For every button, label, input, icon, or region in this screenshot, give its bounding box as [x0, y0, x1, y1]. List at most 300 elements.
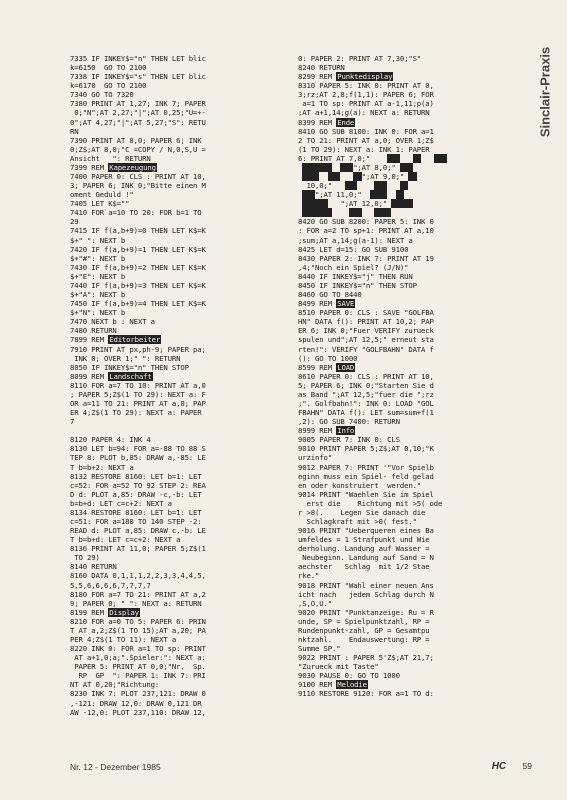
graphic-block	[408, 172, 417, 181]
code-line	[70, 708, 294, 717]
code-text: T AT a,2;Z$(1 TO 15);AT a,20; PA	[70, 625, 206, 635]
code-line	[298, 326, 522, 335]
code-line	[70, 526, 294, 535]
code-text: 7380 PRINT AT 1,27; INK 7; PAPER	[70, 99, 206, 109]
code-line	[298, 154, 522, 163]
code-line	[70, 63, 294, 72]
code-text	[400, 154, 413, 163]
code-text: 8050 IF INKEY$="n" THEN STOP	[70, 362, 189, 372]
code-line	[70, 590, 294, 599]
graphic-block	[374, 208, 391, 217]
code-text: rke."	[298, 571, 320, 581]
footer-right	[492, 761, 532, 772]
code-line	[70, 335, 294, 344]
code-text: 8220 INK 0: FOR a=1 TO sp: PRINT	[70, 644, 206, 654]
code-text: 8499 REM	[298, 299, 337, 309]
code-line	[298, 63, 522, 72]
code-text: spulen und";AT 12,5;" erneut sta	[298, 335, 434, 345]
code-line	[298, 544, 522, 553]
code-text: 8230 INK 7: PLOT 237,121: DRAW 0	[70, 689, 206, 699]
code-text: Schlagkraft mit >0( fest."	[298, 516, 417, 526]
code-line	[70, 453, 294, 462]
code-text: ";AT 11,0;"	[314, 190, 371, 200]
code-line	[298, 381, 522, 390]
code-text: eginn muss ein Spiel- feld gelad	[298, 471, 434, 481]
code-text: 7399 REM	[70, 162, 109, 172]
code-line	[70, 81, 294, 90]
code-line	[70, 617, 294, 626]
code-text: 7335 IF INKEY$="n" THEN LET blic	[70, 54, 206, 63]
listing-column-right	[298, 54, 522, 699]
code-line	[298, 99, 522, 108]
code-line	[70, 272, 294, 281]
code-text: Summe SP."	[298, 644, 341, 654]
code-text: 7430 IF f(a,b+9)=2 THEN LET K$=K	[70, 262, 206, 272]
code-text: (1 TO 29): NEXT a: INK 1: PAPER	[298, 144, 430, 154]
code-text: b=b+d: LET c=c+2: NEXT a	[70, 498, 172, 508]
code-text: 7410 FOR a=10 TO 20: FOR b=1 TO	[70, 208, 202, 218]
code-line	[70, 562, 294, 571]
code-text: ";AT 9,0;"	[361, 172, 409, 182]
code-line	[298, 562, 522, 571]
issue-label: Nr. 12 - Dezember 1985	[70, 762, 161, 772]
code-line	[298, 118, 522, 127]
code-line	[70, 508, 294, 517]
code-text: 0: PAPER 2: PRINT AT 7,30;"S"	[298, 54, 422, 63]
code-text: 9022 PRINT : PAPER 5'Z$;AT 21,7;	[298, 653, 434, 663]
code-line	[70, 417, 294, 426]
code-text: $+"A": NEXT b	[70, 290, 126, 300]
graphic-block	[370, 190, 387, 199]
code-line	[298, 163, 522, 172]
code-text: 0;"N";AT 2,27;"|";AT 0,25;"U=+-	[70, 108, 206, 118]
graphic-block	[374, 181, 387, 190]
code-line	[298, 517, 522, 526]
graphic-block	[434, 154, 447, 163]
code-line	[298, 689, 522, 698]
code-text	[357, 181, 374, 190]
code-line	[298, 226, 522, 235]
code-line	[298, 590, 522, 599]
code-line	[298, 599, 522, 608]
code-text: 0;Z$;AT 8,0;"C =COPY / N,0,S,U =	[70, 144, 206, 154]
graphic-block	[302, 190, 315, 199]
code-line	[70, 699, 294, 708]
code-text: : FOR a=2 TO sp+1: PRINT AT a,10	[298, 226, 434, 236]
code-text: 8140 RETURN	[70, 562, 117, 572]
code-line	[298, 526, 522, 535]
code-text: 7899 REM	[70, 335, 109, 345]
code-line	[298, 354, 522, 363]
code-line	[70, 608, 294, 617]
code-text: oment Geduld !"	[70, 190, 134, 200]
code-text: ";AT 12,0;"	[327, 199, 392, 209]
code-line	[70, 208, 294, 217]
code-text: 7338 IF INKEY$="s" THEN LET blic	[70, 72, 206, 82]
graphic-block	[413, 154, 422, 163]
code-line	[70, 662, 294, 671]
code-line	[298, 463, 522, 472]
code-text: Rundenpunkt-zahl, GP = Gesamtpu	[298, 625, 430, 635]
code-line	[298, 290, 522, 299]
code-text	[421, 154, 434, 163]
code-line	[298, 444, 522, 453]
code-line	[298, 399, 522, 408]
graphic-block	[396, 190, 405, 199]
code-line	[298, 272, 522, 281]
code-text: nktzahl. Endauswertung: RP =	[298, 635, 430, 644]
code-text: erst die Richtung mit >5( ode	[298, 498, 443, 508]
graphic-block	[340, 163, 353, 172]
code-text: ,-121: DRAW 12,0: DRAW 0,121 DR	[70, 698, 202, 708]
code-text: 8425 LET d=15: GO SUB 9100	[298, 244, 409, 254]
code-text	[332, 208, 349, 217]
graphic-block	[328, 172, 341, 181]
code-line	[298, 499, 522, 508]
code-line	[70, 181, 294, 190]
code-line	[70, 326, 294, 335]
code-line	[70, 481, 294, 490]
code-line	[298, 254, 522, 263]
code-text: TO 29)	[70, 553, 100, 563]
code-text: OR a=11 TO 21: PRINT AT a,0; PAP	[70, 398, 206, 408]
code-text: 8210 FOR a=0 TO 5: PAPER 6: PRIN	[70, 616, 206, 626]
code-text: 8134 RESTORE 8160: LET b=1: LET	[70, 507, 202, 517]
code-text: 7420 IF f(a,b+9)=1 THEN LET K$=K	[70, 244, 206, 254]
code-text: icht nach jedem Schlag durch N	[298, 589, 434, 599]
code-text: 9018 PRINT "Wahl einer neuen Ans	[298, 580, 434, 590]
section-tab-label: Sinclair-Praxis	[537, 46, 553, 138]
code-line	[70, 680, 294, 689]
code-text: 7340 GO TO 7320	[70, 90, 134, 100]
code-text: 8999 REM	[298, 426, 337, 436]
code-line	[70, 390, 294, 399]
code-line	[70, 426, 294, 435]
code-text: 8460 GO TO 8440	[298, 290, 362, 300]
code-line	[70, 689, 294, 698]
code-text: c=52: FOR a=52 TO 92 STEP 2: REA	[70, 480, 206, 490]
code-line	[70, 463, 294, 472]
code-text: ,4;"Noch ein Spiel? (J/N)"	[298, 262, 409, 272]
code-text: NT AT 0,20;"Richtung:	[70, 680, 160, 690]
code-line	[298, 608, 522, 617]
code-text: AT a+1,0;a;".Spieler:": NEXT a:	[70, 653, 206, 663]
code-line	[298, 453, 522, 462]
code-line	[298, 217, 522, 226]
code-line	[298, 127, 522, 136]
code-line	[298, 408, 522, 417]
code-text: 7390 PRINT AT 8,0; PAPER 6; INK	[70, 135, 202, 145]
code-line	[298, 617, 522, 626]
page-footer	[70, 761, 532, 775]
code-line	[70, 372, 294, 381]
code-text	[340, 172, 353, 181]
code-text: Neubeginn. Landung auf Sand = N	[298, 553, 434, 563]
code-text: 7	[70, 417, 75, 427]
code-line	[298, 72, 522, 81]
code-line	[70, 118, 294, 127]
code-text	[387, 190, 396, 199]
code-line	[298, 662, 522, 671]
code-text: 9005 PAPER 7: INK 0: CLS	[298, 435, 400, 445]
code-text: 8599 REM	[298, 362, 337, 372]
code-text: ER 4;Z$(1 TO 29): NEXT a: PAPER	[70, 408, 202, 418]
rem-label: LOAD	[337, 362, 355, 372]
code-line	[298, 136, 522, 145]
graphic-block	[400, 181, 409, 190]
code-text: urzinfo"	[298, 453, 332, 463]
code-text: 7470 NEXT b : NEXT a	[70, 317, 155, 327]
code-line	[298, 363, 522, 372]
listing-column-left	[70, 54, 294, 717]
code-line	[70, 308, 294, 317]
code-line	[298, 571, 522, 580]
code-text: HN" DATA f(): PRINT AT 10,2; PAP	[298, 317, 434, 327]
code-line	[298, 481, 522, 490]
code-text: 3;rz;AT 2,8;f(1,1): PAPER 6; FOR	[298, 90, 434, 100]
code-text: T b=b+d: LET c=c+2: NEXT a	[70, 535, 181, 545]
code-line	[70, 136, 294, 145]
code-text: ;sum;AT a,14;g(a-1): NEXT a	[298, 235, 413, 245]
code-line	[70, 245, 294, 254]
code-line	[298, 90, 522, 99]
code-text: 29	[70, 217, 79, 227]
code-text: 9010 PRINT PAPER 5;Z$;AT 0,10;"K	[298, 444, 434, 454]
code-line	[70, 381, 294, 390]
code-text: ,S,O,U."	[298, 598, 332, 608]
rem-label: Display	[109, 607, 139, 617]
code-text: RP GP ": PAPER 1: INK 7: PRI	[70, 671, 206, 681]
code-line	[298, 390, 522, 399]
code-text: "Zurueck mit Taste"	[298, 662, 379, 672]
rem-label: SAVE	[337, 299, 355, 309]
code-text	[387, 181, 400, 190]
code-line	[298, 680, 522, 689]
code-text: 7405 LET K$=""	[70, 199, 130, 209]
code-line	[70, 226, 294, 235]
section-tab	[534, 28, 556, 156]
code-text: 9; PAPER 0; " ": NEXT a: RETURN	[70, 598, 202, 608]
rem-label: Landschaft	[109, 371, 152, 381]
code-line	[70, 154, 294, 163]
code-text: a=1 TO sp: PRINT AT a-1,11;p(a)	[298, 99, 434, 109]
graphic-block	[387, 154, 400, 163]
code-line	[70, 317, 294, 326]
code-line	[298, 108, 522, 117]
code-text: 8430 PAPER 2: INK 7: PRINT AT 19	[298, 253, 434, 263]
code-text: 7450 IF f(a,b+9)=4 THEN LET K$=K	[70, 299, 206, 309]
code-line	[298, 671, 522, 680]
code-text: derholung. Landung auf Wasser =	[298, 544, 430, 554]
code-line	[70, 145, 294, 154]
code-text: Ansicht ": RETURN	[70, 153, 151, 163]
code-line	[70, 408, 294, 417]
code-text: (): GO TO 1000	[298, 353, 358, 363]
code-line	[70, 217, 294, 226]
rem-label: Info	[337, 426, 355, 436]
code-text: ; PAPER 5;Z$(1 TO 29): NEXT a: F	[70, 389, 206, 399]
graphic-block	[302, 163, 332, 172]
code-line	[298, 172, 522, 181]
code-text	[319, 172, 328, 181]
code-line	[70, 435, 294, 444]
code-text: $+" ": NEXT b	[70, 235, 126, 245]
code-text: 8510 PAPER 0: CLS : SAVE "GOLFBA	[298, 308, 434, 318]
code-text: ;". Golfbahn!": INK 0: LOAD "GOL	[298, 398, 434, 408]
code-line	[298, 653, 522, 662]
code-text: 8099 REM	[70, 371, 109, 381]
code-line	[70, 626, 294, 635]
code-text: 8120 PAPER 4: INK 4	[70, 435, 151, 445]
code-text: 3; PAPER 6; INK 0;"Bitte einen M	[70, 181, 206, 191]
code-text: 8199 REM	[70, 607, 109, 617]
graphic-block	[302, 199, 327, 208]
code-text: 0";AT 4,27;"|";AT 5,27;"S": RETU	[70, 117, 206, 127]
code-line	[298, 317, 522, 326]
code-text: 8450 IF INKEY$="n" THEN STOP	[298, 280, 417, 290]
code-line	[298, 345, 522, 354]
code-line	[70, 635, 294, 644]
code-text: umfeldes = 1 Strafpunkt und Wie	[298, 535, 430, 545]
rem-label: Punktedisplay	[337, 72, 393, 82]
code-text: 8299 REM	[298, 72, 337, 82]
code-line	[70, 472, 294, 481]
code-line	[298, 145, 522, 154]
code-line	[298, 299, 522, 308]
code-line	[70, 90, 294, 99]
code-text: 7480 RETURN	[70, 326, 117, 336]
code-text: 7415 IF f(a,b+9)=0 THEN LET K$=K	[70, 226, 206, 236]
graphic-block	[349, 208, 362, 217]
code-text: 9100 REM	[298, 680, 337, 690]
code-line	[70, 172, 294, 181]
code-line	[298, 435, 522, 444]
rem-label: Melodie	[337, 680, 367, 690]
code-text: 5; PAPER 6; INK 0;"Starten Sie d	[298, 380, 434, 390]
code-line	[70, 254, 294, 263]
code-line	[298, 263, 522, 272]
code-line	[298, 417, 522, 426]
code-text: PAPER 5: PRINT AT 0,0;"Nr. Sp.	[70, 662, 206, 672]
graphic-block	[400, 163, 413, 172]
code-text: D d: PLOT a,85: DRAW -c,-b: LET	[70, 489, 202, 499]
code-text: INK 0; OVER 1;" ": RETURN	[70, 353, 181, 363]
code-text: READ d: PLOT a,85: DRAW c,-b: LE	[70, 526, 206, 536]
code-line	[70, 199, 294, 208]
rem-label: Ende	[337, 117, 355, 127]
code-line	[298, 581, 522, 590]
graphic-block	[345, 181, 358, 190]
code-line	[70, 544, 294, 553]
code-line	[70, 399, 294, 408]
code-line	[70, 644, 294, 653]
code-text: AW -12,0: PLOT 237,110: DRAW 12,	[70, 707, 206, 717]
code-text: T b=b+2: NEXT a	[70, 462, 134, 472]
code-text: 9014 PRINT "Waehlen Sie im Spiel	[298, 489, 434, 499]
code-line	[298, 308, 522, 317]
code-text: 8132 RESTORE 8160: LET b=1: LET	[70, 471, 202, 481]
code-line	[70, 671, 294, 680]
graphic-block	[302, 172, 319, 181]
code-text: 8610 PAPER 0: CLS : PRINT AT 10,	[298, 371, 434, 381]
code-line	[70, 127, 294, 136]
code-text: 9110 RESTORE 9120: FOR a=1 TO d:	[298, 689, 434, 699]
code-line	[70, 190, 294, 199]
code-text: 8440 IF INKEY$="j" THEN RUN	[298, 271, 413, 281]
code-line	[298, 81, 522, 90]
code-text	[362, 208, 375, 217]
code-line	[298, 236, 522, 245]
code-text: k=6150 GO TO 2100	[70, 63, 147, 73]
rem-label: Kapezeugung	[109, 162, 156, 172]
code-line	[70, 363, 294, 372]
code-text: r >8(. Legen Sie danach die	[298, 507, 426, 517]
code-line	[298, 372, 522, 381]
code-text: unde, SP = Spielpunktzahl, RP =	[298, 616, 430, 626]
code-text: 8420 GO SUB 8200: PAPER 5: INK 0	[298, 217, 434, 227]
code-text: 9020 PRINT "Punktanzeige: Ru = R	[298, 607, 434, 617]
code-text: 8410 GO SUB 8100: INK 0: FOR a=1	[298, 126, 434, 136]
code-text: 8110 FOR a=7 TO 10: PRINT AT a,0	[70, 380, 206, 390]
code-text: c=51: FOR a=180 TO 140 STEP -2:	[70, 516, 202, 526]
code-line	[70, 553, 294, 562]
code-text: 7910 PRINT AT px,ph-9; PAPER pa;	[70, 344, 206, 354]
code-line	[298, 208, 522, 217]
code-text: aechster Schlag mit 1/2 Stae	[298, 562, 430, 572]
code-text: PER 4;Z$(1 TO 11): NEXT a	[70, 635, 177, 644]
code-text: ";AT 8,0;"	[353, 162, 400, 172]
code-text: 9012 PAPER 7: PRINT '"Vor Spielb	[298, 462, 434, 472]
code-text: 7400 PAPER 0: CLS : PRINT AT 10,	[70, 172, 206, 182]
code-text: 7440 IF f(a,b+9)=3 THEN LET K$=K	[70, 280, 206, 290]
code-line	[298, 281, 522, 290]
graphic-block	[302, 208, 332, 217]
code-line	[70, 299, 294, 308]
code-line	[298, 335, 522, 344]
code-text: 9030 PAUSE 0: GO TO 1000	[298, 671, 400, 681]
code-line	[298, 199, 522, 208]
code-line	[298, 245, 522, 254]
code-line	[70, 163, 294, 172]
code-line	[70, 571, 294, 580]
code-text: 10,0;"	[298, 181, 345, 191]
code-line	[70, 444, 294, 453]
code-line	[298, 635, 522, 644]
code-text: TEP 8: PLOT b,85: DRAW a,-85: LE	[70, 453, 206, 463]
code-text: rten!": VERIFY "GOLFBAHN" DATA f	[298, 344, 434, 354]
code-text: 8180 FOR a=7 TO 21: PRINT AT a,2	[70, 589, 206, 599]
magazine-logo: HC	[491, 761, 507, 772]
code-text: $+"E": NEXT b	[70, 271, 126, 281]
code-line	[70, 263, 294, 272]
code-text: k=6170 GO TO 2100	[70, 81, 147, 91]
graphic-block	[353, 172, 362, 181]
code-text: as Band ";AT 12,5;"fuer die ";rz	[298, 389, 434, 399]
code-line	[70, 290, 294, 299]
code-line	[70, 54, 294, 63]
code-text: ;AT a+1,14;g(a): NEXT a: RETURN	[298, 108, 430, 118]
code-line	[70, 236, 294, 245]
code-text: $+"#": NEXT b	[70, 253, 126, 263]
code-line	[298, 626, 522, 635]
code-text: FBAHN" DATA f(): LET sum=sum+f(1	[298, 408, 434, 418]
code-line	[70, 345, 294, 354]
code-line	[70, 281, 294, 290]
code-line	[70, 535, 294, 544]
code-text: 8160 DATA 0,1,1,1,2,2,3,3,4,4,5,	[70, 571, 206, 581]
code-line	[70, 490, 294, 499]
code-line	[70, 354, 294, 363]
